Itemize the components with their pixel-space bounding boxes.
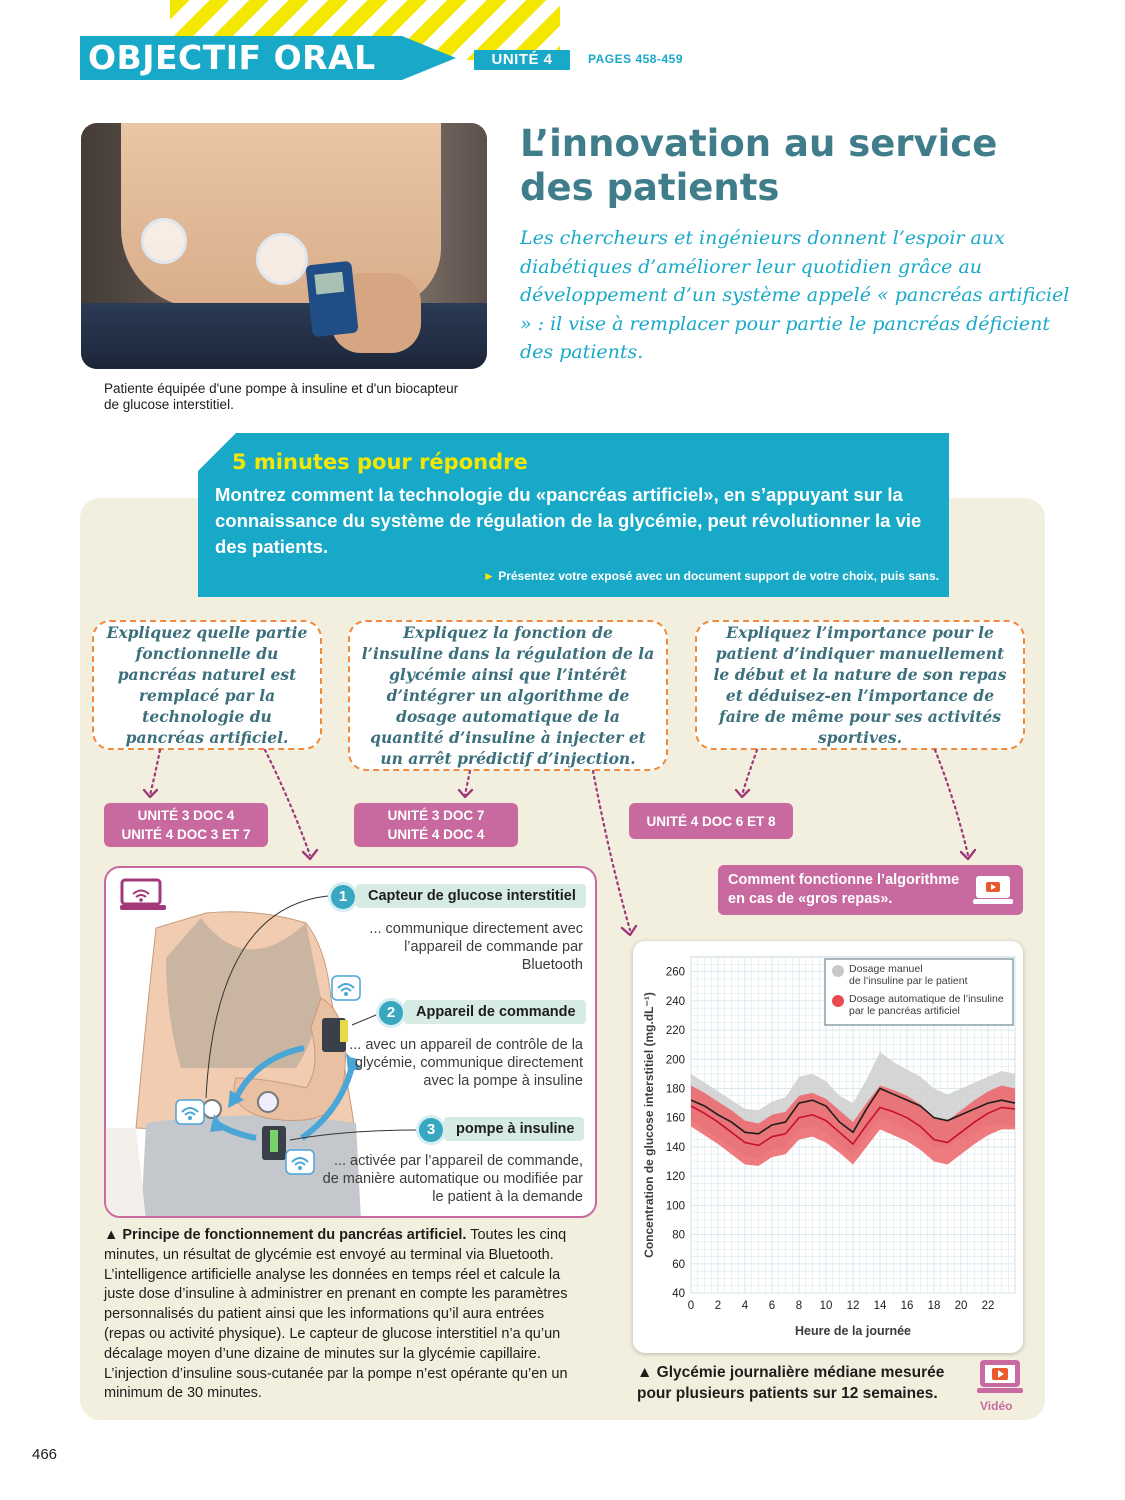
y-axis-label: Concentration de glucose interstitiel (mg.dL⁻¹) — [642, 992, 656, 1258]
laptop-wifi-icon — [120, 880, 166, 910]
y-tick-label: 260 — [665, 966, 685, 979]
figure-caption: ▲ Principe de fonctionnement du pancréas artificiel. Toutes les cinq minutes, un résultat de glycémie est envoyé au terminal via Bluetooth. L’intelligence artificielle analyse les données en temps réel et calcule la juste dose d’insuline à administrer en prenant en compte les paramètres personnalisés du patient ainsi que les informations qu’il aura entrées (repas ou activité physique). Le capteur de glucose interstitiel n’a qu’un décalage moyen d’une dizaine de minutes sur la glycémie capillaire. L’injection d’insuline sous-cutanée par la pompe n’est opérante qu’en un minimum de 30 minutes. — [104, 1227, 568, 1402]
photo-caption: Patiente équipée d'une pompe à insuline et d'un biocapteur de glucose interstitiel. — [104, 381, 459, 412]
x-tick-label: 18 — [927, 1300, 941, 1312]
step-label-3: pompe à insuline — [444, 1117, 584, 1141]
artificial-pancreas-figure — [104, 866, 597, 1218]
y-tick-label: 240 — [665, 995, 685, 1008]
intro-text: Les chercheurs et ingénieurs donnent l’espoir aux diabétiques d’améliorer leur quotidien grâce au développement d’un système appelé « pancréas artificiel » : il vise à remplacer pour partie le pancréas déficient des patients. — [520, 227, 1070, 363]
y-tick-label: 200 — [665, 1054, 685, 1067]
reference-tag-1-line2: UNITÉ 4 DOC 3 ET 7 — [121, 827, 251, 842]
task-box-2: Expliquez la fonction de l’insuline dans la régulation de la glycémie ainsi que l’intérêt d’intégrer un algorithme de dosage automatique de la quantité d’insuline à injecter et un arrêt prédictif d’injection. — [348, 620, 668, 771]
step-desc-2: ... avec un appareil de contrôle de la glycémie, communique directement avec la pompe à insuline — [349, 1037, 583, 1089]
y-tick-label: 40 — [672, 1288, 685, 1300]
legend-label-2-cont: par le pancréas artificiel — [849, 1005, 960, 1017]
patient-photo — [81, 123, 487, 369]
glycemia-chart — [633, 941, 1023, 1353]
legend-label-1-cont: de l’insuline par le patient — [849, 975, 968, 987]
step-number-3: 3 — [416, 1115, 446, 1145]
triangle-icon: ► — [482, 569, 495, 583]
x-tick-label: 16 — [900, 1300, 914, 1312]
question-text: Montrez comment la technologie du «pancréas artificiel», en s’appuyant sur la connaissance du système de régulation de la glycémie, peut révolutionner la vie des patients. — [215, 484, 922, 557]
reference-tag-2 — [354, 803, 518, 847]
step-label-1: Capteur de glucose interstitiel — [356, 884, 586, 908]
x-tick-label: 4 — [741, 1300, 749, 1312]
pump-patch-icon — [256, 233, 308, 285]
video-laptop-icon — [973, 874, 1013, 906]
y-tick-label: 220 — [665, 1025, 685, 1038]
page-number: 466 — [32, 1446, 58, 1463]
reference-tag-1 — [104, 803, 268, 847]
reference-tag-3 — [629, 803, 793, 839]
x-tick-label: 12 — [846, 1300, 860, 1312]
x-tick-label: 8 — [795, 1300, 803, 1312]
x-tick-label: 0 — [687, 1300, 695, 1312]
video-link-text: Comment fonctionne l’algorithme en cas de «gros repas». — [728, 872, 960, 907]
x-tick-label: 2 — [714, 1300, 722, 1312]
x-axis-label: Heure de la journée — [794, 1324, 912, 1338]
question-note-text: Présentez votre exposé avec un document support de votre choix, puis sans. — [498, 569, 939, 583]
legend-marker-2 — [832, 995, 844, 1007]
step-label-2: Appareil de commande — [404, 1000, 586, 1024]
step-number-1: 1 — [328, 882, 358, 912]
legend-marker-1 — [832, 965, 844, 977]
section-banner: OBJECTIF ORAL — [80, 36, 402, 80]
y-tick-label: 140 — [665, 1141, 685, 1154]
video-label: Vidéo — [980, 1399, 1013, 1413]
page-title: L’innovation au service des patients — [520, 122, 998, 209]
reference-tag-2-line1: UNITÉ 3 DOC 7 — [387, 808, 485, 823]
y-tick-label: 100 — [665, 1200, 685, 1213]
chart-caption: ▲ Glycémie journalière médiane mesurée pour plusieurs patients sur 12 semaines. — [637, 1364, 945, 1402]
y-tick-label: 60 — [672, 1258, 685, 1271]
legend-label-1: Dosage manuel — [849, 963, 923, 975]
video-icon[interactable] — [977, 1358, 1023, 1396]
wifi-icon — [286, 1150, 314, 1174]
question-note — [483, 569, 939, 583]
y-tick-label: 180 — [665, 1083, 685, 1096]
wifi-icon — [332, 976, 360, 1000]
pages-reference: PAGES 458-459 — [588, 52, 683, 66]
step-desc-1: ... communique directement avec l’appareil de commande par Bluetooth — [369, 921, 583, 973]
x-tick-label: 22 — [981, 1300, 995, 1312]
x-tick-label: 14 — [873, 1300, 887, 1312]
y-tick-label: 120 — [665, 1171, 685, 1184]
x-tick-label: 20 — [954, 1300, 968, 1312]
figure-caption-title: Principe de fonctionnement du pancréas artificiel. — [122, 1227, 467, 1243]
y-tick-label: 80 — [672, 1229, 685, 1242]
step-desc-3: ... activée par l’appareil de commande, de manière automatique ou modifiée par le patient à la demande — [322, 1153, 583, 1205]
step-number-2: 2 — [376, 998, 406, 1028]
task-box-3: Expliquez l’importance pour le patient d’indiquer manuellement le début et la nature de son repas et déduisez-en l’importance de faire de même pour ses activités sportives. — [695, 620, 1025, 750]
insulin-pump-icon — [305, 261, 358, 337]
video-link[interactable] — [718, 865, 1023, 915]
x-tick-label: 10 — [819, 1300, 833, 1312]
glycemia-chart-card — [633, 941, 1023, 1353]
figure-caption-body: Toutes les cinq minutes, un résultat de glycémie est envoyé au terminal via Bluetooth. L’intelligence artificielle analyse les données en temps réel et calcule la juste dose d’insuline à administrer en prenant en compte les paramètres personnalisés du patient ainsi que les informations qu’il aura entrées (repas ou activité physique). Le capteur de glucose interstitiel n’a qu’un décalage moyen d’une dizaine de minutes sur la glycémie capillaire. L’injection d’insuline sous-cutanée par la pompe n’est opérante qu’en un minimum de 30 minutes. — [104, 1227, 568, 1402]
reference-tag-2-line2: UNITÉ 4 DOC 4 — [387, 827, 485, 842]
unit-tag: UNITÉ 4 — [474, 50, 570, 70]
reference-tag-1-line1: UNITÉ 3 DOC 4 — [137, 808, 235, 823]
wifi-icon — [176, 1100, 204, 1124]
banner-arrow-icon — [402, 36, 456, 80]
y-tick-label: 160 — [665, 1112, 685, 1125]
chart-caption-text: Glycémie journalière médiane mesurée pour plusieurs patients sur 12 semaines. — [637, 1364, 945, 1402]
reference-tag-3-line1: UNITÉ 4 DOC 6 ET 8 — [646, 813, 776, 829]
x-tick-label: 6 — [768, 1300, 776, 1312]
legend-label-2: Dosage automatique de l’insuline — [849, 993, 1004, 1005]
question-title: 5 minutes pour répondre — [232, 450, 528, 474]
sensor-patch-icon — [141, 218, 187, 264]
task-box-1: Expliquez quelle partie fonctionnelle du pancréas naturel est remplacé par la technologie du pancréas artificiel. — [92, 620, 322, 750]
